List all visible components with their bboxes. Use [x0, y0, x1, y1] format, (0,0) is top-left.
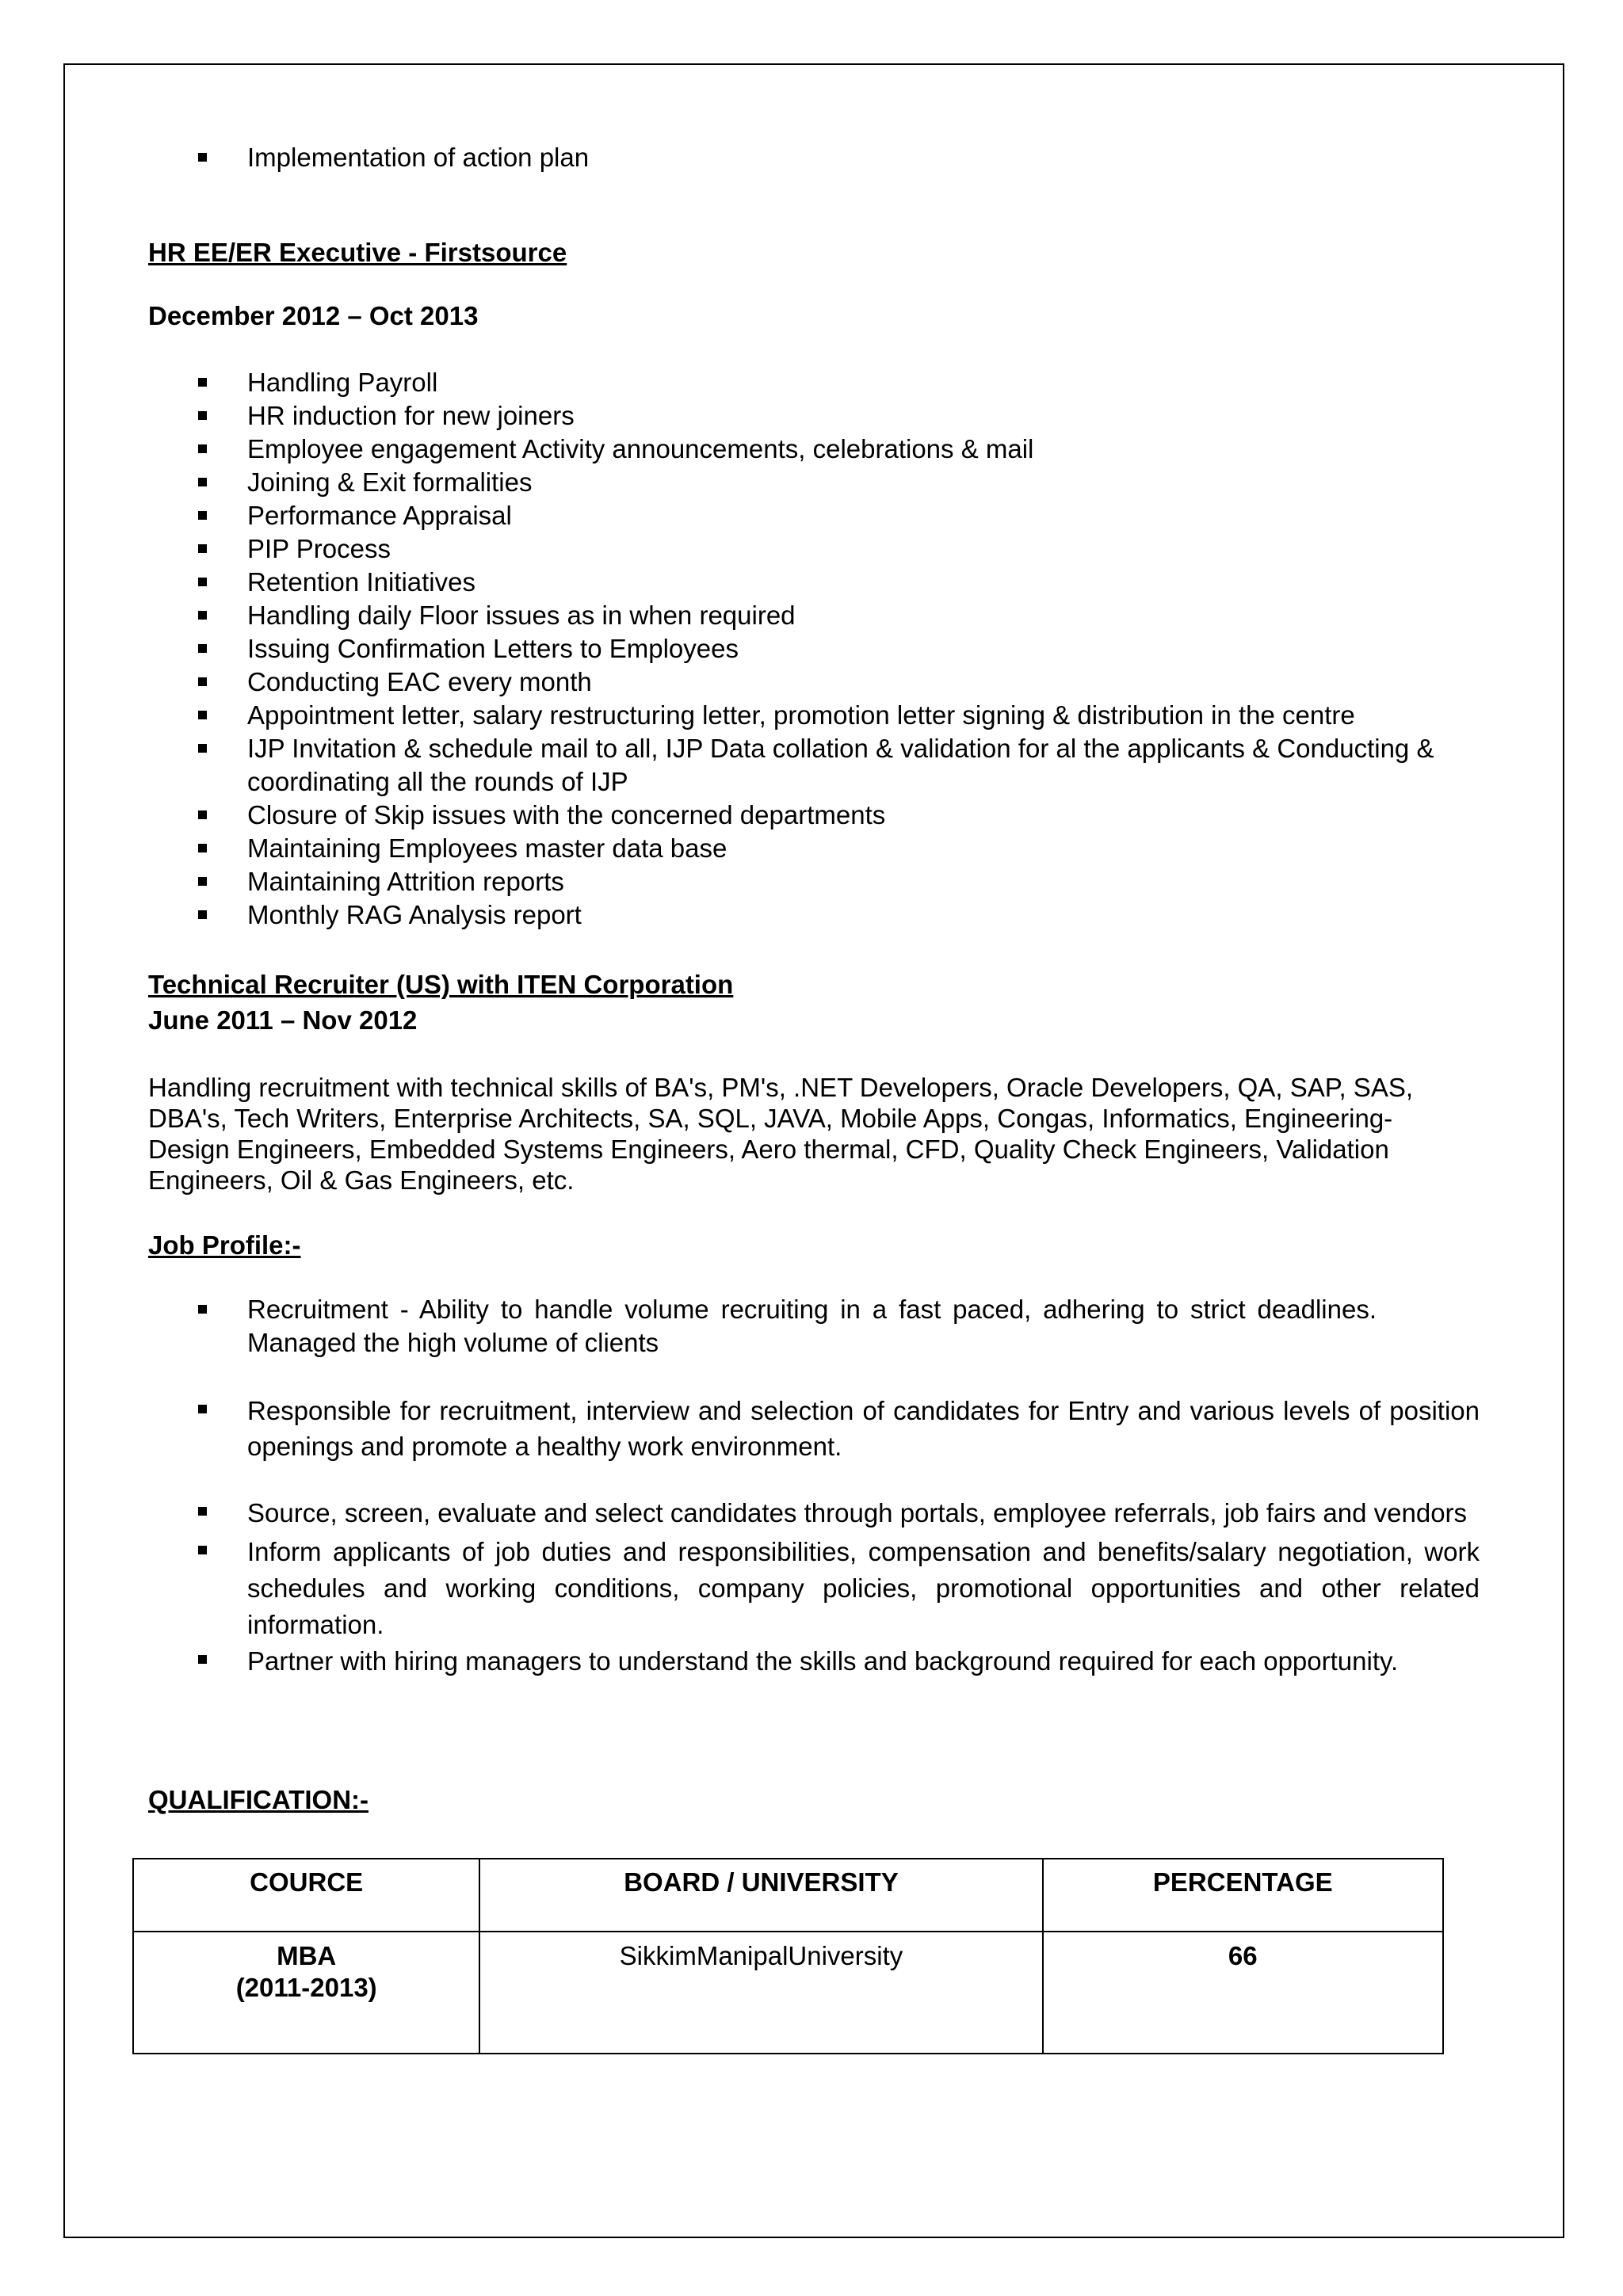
- list-item: Monthly RAG Analysis report: [148, 898, 1480, 932]
- bullet-icon: [198, 511, 207, 520]
- bullet-icon: [198, 1507, 207, 1516]
- bullet-icon: [198, 711, 207, 719]
- list-item: Implementation of action plan: [148, 141, 1480, 174]
- list-item: Closure of Skip issues with the concerned departments: [148, 799, 1480, 832]
- list-item: PIP Process: [148, 532, 1480, 566]
- table-header-row: [133, 1859, 1443, 1932]
- table-row: [133, 1932, 1443, 2054]
- bullet-icon: [198, 378, 207, 387]
- bullet-icon: [198, 677, 207, 686]
- list-item: Performance Appraisal: [148, 499, 1480, 532]
- list-item: Joining & Exit formalities: [148, 466, 1480, 499]
- bullet-icon: [198, 611, 207, 620]
- bullet-icon: [198, 444, 207, 453]
- list-item: Responsible for recruitment, interview and selection of candidates for Entry and various levels of position openings and promote a healthy work environment.: [148, 1393, 1480, 1464]
- university-cell: SikkimManipalUniversity: [479, 1932, 1042, 2054]
- list-item: Employee engagement Activity announcements, celebrations & mail: [148, 433, 1480, 466]
- list-item: Conducting EAC every month: [148, 666, 1480, 699]
- list-item: HR induction for new joiners: [148, 399, 1480, 433]
- bullet-icon: [198, 877, 207, 886]
- bullet-icon: [198, 478, 207, 486]
- list-item: Recruitment - Ability to handle volume recruiting in a fast paced, adhering to strict deadlines. Managed the high volume of clients: [148, 1293, 1480, 1360]
- bullet-icon: [198, 844, 207, 852]
- list-item: Maintaining Employees master data base: [148, 832, 1480, 865]
- job2-profile-list: [148, 1293, 1480, 1680]
- bullet-icon: [198, 578, 207, 586]
- bullet-icon: [198, 1546, 207, 1554]
- list-item: Retention Initiatives: [148, 566, 1480, 599]
- column-header-course: COURCE: [133, 1859, 479, 1932]
- job2-title: Technical Recruiter (US) with ITEN Corporation: [148, 970, 734, 999]
- bullet-icon: [198, 1305, 207, 1314]
- list-item: Handling Payroll: [148, 366, 1480, 399]
- course-name: MBA: [277, 1941, 337, 1970]
- list-item: Partner with hiring managers to understand the skills and background required for each opportunity.: [148, 1643, 1480, 1680]
- bullet-icon: [198, 744, 207, 753]
- bullet-icon: [198, 544, 207, 553]
- bullet-icon: [198, 1405, 207, 1413]
- list-item: Appointment letter, salary restructuring letter, promotion letter signing & distribution in the centre: [148, 699, 1480, 732]
- qualification-table: [132, 1858, 1444, 2054]
- top-bullet-list: [148, 141, 1480, 174]
- bullet-icon: [198, 810, 207, 819]
- job1-dates: December 2012 – Oct 2013: [148, 301, 479, 330]
- qualification-heading: QUALIFICATION:-: [148, 1785, 369, 1814]
- list-item: Inform applicants of job duties and responsibilities, compensation and benefits/salary negotiation, work schedules and working conditions, company policies, promotional opportunities and other related information.: [148, 1534, 1480, 1643]
- column-header-university: BOARD / UNIVERSITY: [479, 1859, 1042, 1932]
- job-profile-heading: Job Profile:-: [148, 1230, 301, 1260]
- job1-title: HR EE/ER Executive - Firstsource: [148, 238, 567, 267]
- bullet-icon: [198, 1655, 207, 1664]
- bullet-icon: [198, 644, 207, 653]
- bullet-icon: [198, 910, 207, 919]
- course-cell: [133, 1932, 479, 2054]
- job1-bullet-list: [148, 366, 1480, 932]
- list-item: Issuing Confirmation Letters to Employees: [148, 632, 1480, 666]
- bullet-icon: [198, 153, 207, 162]
- column-header-percentage: PERCENTAGE: [1043, 1859, 1443, 1932]
- list-item: Handling daily Floor issues as in when required: [148, 599, 1480, 632]
- list-item: IJP Invitation & schedule mail to all, IJP Data collation & validation for al the applicants & Conducting & coordinating all the rounds of IJP: [148, 732, 1480, 799]
- bullet-icon: [198, 411, 207, 420]
- course-years: (2011-2013): [235, 1973, 377, 2002]
- job2-summary: Handling recruitment with technical skills of BA's, PM's, .NET Developers, Oracle Developers, QA, SAP, SAS, DBA's, Tech Writers, Enterprise Architects, SA, SQL, JAVA, Mobile Apps, Congas, Informatics, Engineering- Design Engineers, Embedded Systems Engineers, Aero thermal, CFD, Quality Check Engineers, Validation Engineers, Oil & Gas Engineers, etc.: [148, 1073, 1414, 1195]
- job2-dates: June 2011 – Nov 2012: [148, 1005, 418, 1035]
- percentage-cell: 66: [1043, 1932, 1443, 2054]
- list-item: Source, screen, evaluate and select candidates through portals, employee referrals, job fairs and vendors: [148, 1495, 1480, 1531]
- list-item: Maintaining Attrition reports: [148, 865, 1480, 898]
